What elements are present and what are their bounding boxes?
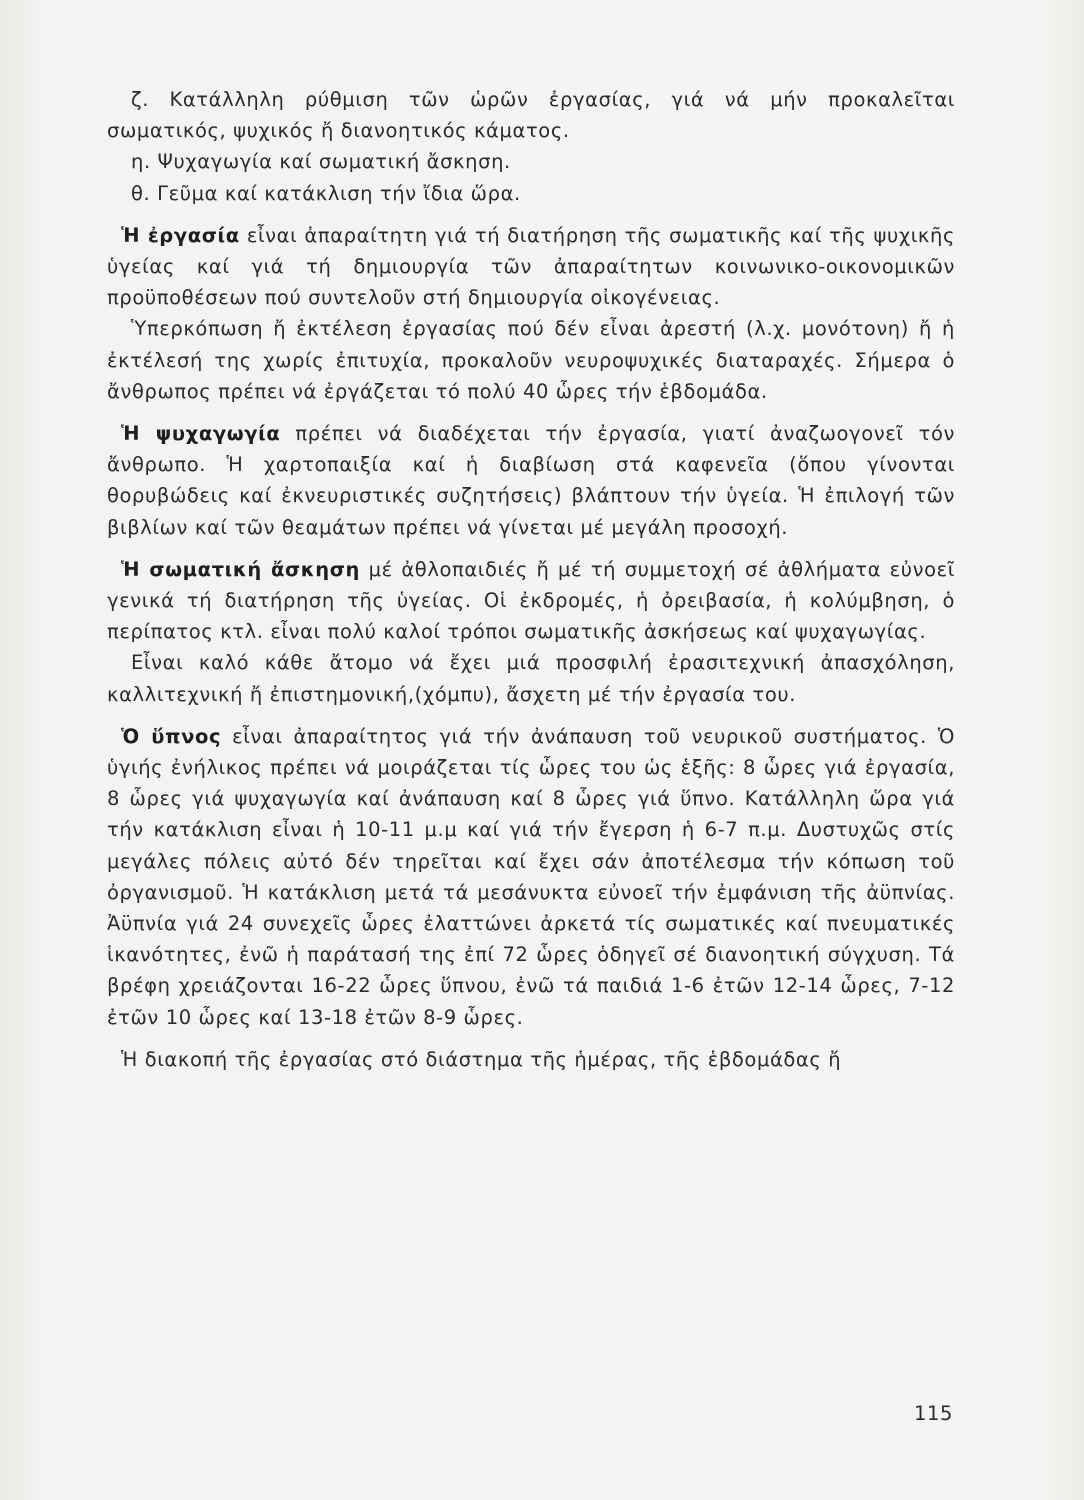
paragraph-heading: Ἡ ψυχαγωγία bbox=[121, 422, 281, 446]
paragraph-hobby bbox=[107, 647, 955, 709]
page-body bbox=[107, 84, 955, 1075]
paragraph-heading: Ὁ ὕπνος bbox=[121, 724, 222, 748]
list-item-text: ζ. Κατάλληλη ρύθμιση τῶν ὡρῶν ἐργασίας, γιά νά μήν προκαλεῖται σωματικός, ψυχικός ἤ διανοητικός κάματος. bbox=[107, 88, 955, 143]
paragraph-heading: Ἡ ἐργασία bbox=[121, 223, 240, 247]
page-number: 115 bbox=[914, 1402, 954, 1425]
paragraph-text: πρέπει νά διαδέχεται τήν ἐργασία, γιατί ἀναζωογονεῖ τόν ἄνθρωπο. Ἡ χαρτοπαιξία καί ἡ διαβίωση στά καφενεῖα (ὅπου γίνονται θορυβώδεις καί ἐκνευριστικές συζητήσεις) βλάπτουν τήν ὑγεία. Ἡ ἐπιλογή τῶν βιβλίων καί τῶν θεαμάτων πρέπει νά γίνεται μέ μεγάλη προσοχή. bbox=[107, 422, 955, 539]
paragraph-break bbox=[107, 1044, 955, 1075]
list-item bbox=[107, 84, 955, 146]
list-item bbox=[107, 146, 955, 177]
paragraph-text: εἶναι ἀπαραίτητη γιά τή διατήρηση τῆς σωματικῆς καί τῆς ψυχικῆς ὑγείας καί γιά τή δημιουργία τῶν ἀπαραίτητων κοινωνικο-οικονομικῶν προϋποθέσεων πού συντελοῦν στή δημιουργία οἰκογένειας. bbox=[107, 223, 955, 310]
list-item-text: η. Ψυχαγωγία καί σωματική ἄσκηση. bbox=[131, 150, 511, 174]
paragraph-text: εἶναι ἀπαραίτητος γιά τήν ἀνάπαυση τοῦ νευρικοῦ συστήματος. Ὁ ὑγιής ἐνήλικος πρέπει νά μοιράζεται τίς ὧρες του ὡς ἑξῆς: 8 ὧρες γιά ἐργασία, 8 ὧρες γιά ψυχαγωγία καί ἀνάπαυση καί 8 ὧρες γιά ὕπνο. Κατάλληλη ὥρα γιά τήν κατάκλιση εἶναι ἡ 10-11 μ.μ καί γιά τήν ἔγερση ἡ 6-7 π.μ. Δυστυχῶς στίς μεγάλες πόλεις αὐτό δέν τηρεῖται καί ἔχει σάν ἀποτέλεσμα τήν κόπωση τοῦ ὀργανισμοῦ. Ἡ κατάκλιση μετά τά μεσάνυκτα εὐνοεῖ τήν ἐμφάνιση τῆς ἀϋπνίας. Ἀϋπνία γιά 24 συνεχεῖς ὧρες ἐλαττώνει ἀρκετά τίς σωματικές καί πνευματικές ἱκανότητες, ἐνῶ ἡ παράτασή της ἐπί 72 ὧρες ὁδηγεῖ σέ διανοητική σύγχυση. Τά βρέφη χρειάζονται 16-22 ὧρες ὕπνου, ἐνῶ τά παιδιά 1-6 ἐτῶν 12-14 ὧρες, 7-12 ἐτῶν 10 ὧρες καί 13-18 ἐτῶν 8-9 ὧρες. bbox=[107, 724, 956, 1029]
paragraph-text: μέ ἀθλοπαιδιές ἤ μέ τή συμμετοχή σέ ἀθλήματα εὐνοεῖ γενικά τή διατήρηση τῆς ὑγείας. Οἱ ἐκδρομές, ἡ ὀρειβασία, ἡ κολύμβηση, ὁ περίπατος κτλ. εἶναι πολύ καλοί τρόποι σωματικῆς ἀσκήσεως καί ψυχαγωγίας. bbox=[107, 557, 956, 644]
paragraph-exercise bbox=[107, 554, 955, 648]
paragraph-text: Ὑπερκόπωση ἤ ἐκτέλεση ἐργασίας πού δέν εἶναι ἀρεστή (λ.χ. μονότονη) ἤ ἡ ἐκτέλεσή της χωρίς ἐπιτυχία, προκαλοῦν νευροψυχικές διαταραχές. Σήμερα ὁ ἄνθρωπος πρέπει νά ἐργάζεται τό πολύ 40 ὧρες τήν ἑβδομάδα. bbox=[107, 317, 955, 403]
paragraph-work bbox=[107, 220, 955, 314]
list-item bbox=[107, 178, 955, 209]
paragraph-recreation bbox=[107, 418, 955, 543]
paragraph-sleep bbox=[107, 721, 955, 1033]
paragraph-overwork bbox=[107, 313, 955, 407]
paragraph-text: Εἶναι καλό κάθε ἄτομο νά ἔχει μιά προσφιλή ἐρασιτεχνική ἀπασχόληση, καλλιτεχνική ἤ ἐπιστημονική,(χόμπυ), ἄσχετη μέ τήν ἐργασία του. bbox=[107, 651, 955, 706]
paragraph-text: Ἡ διακοπή τῆς ἐργασίας στό διάστημα τῆς ἡμέρας, τῆς ἑβδομάδας ἤ bbox=[121, 1047, 842, 1071]
paragraph-heading: Ἡ σωματική ἄσκηση bbox=[121, 557, 360, 581]
list-item-text: θ. Γεῦμα καί κατάκλιση τήν ἴδια ὥρα. bbox=[131, 181, 521, 205]
